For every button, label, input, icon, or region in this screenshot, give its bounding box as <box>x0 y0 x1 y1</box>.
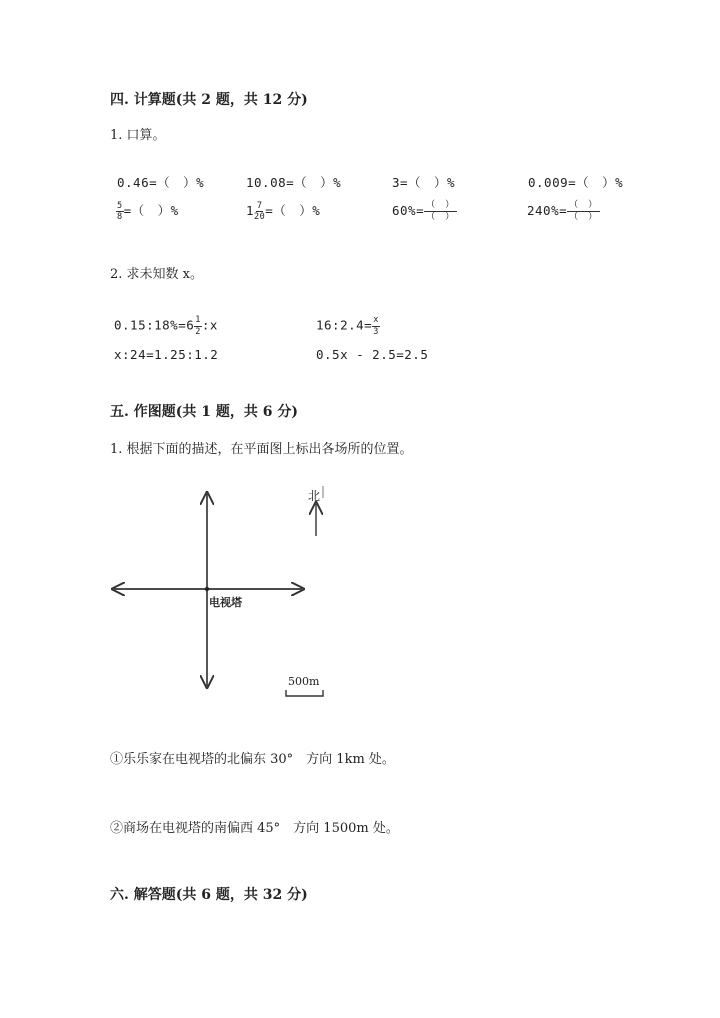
fraction: $\frac{5}{8}$ <box>117 200 123 222</box>
section4-title: 四. 计算题(共 2 题，共 12 分) <box>110 92 308 108</box>
calc-item: $\frac{5}{8}$ =（ ）% <box>117 200 179 222</box>
center-point <box>205 587 209 591</box>
equation: 16:2.4= $\frac{x}{3}$ <box>316 315 379 337</box>
center-label: 电视塔 <box>209 596 242 609</box>
q1-label: 1. 根据下面的描述，在平面图上标出各场所的位置。 <box>110 442 413 457</box>
map-figure <box>100 480 360 710</box>
fraction: $\frac{( )}{( )}$ <box>426 200 455 222</box>
description-item: ②商场在电视塔的南偏西 45° 方向 1500m 处。 <box>110 821 399 836</box>
calc-item: 240%= $\frac{( )}{( )}$ <box>527 200 598 222</box>
scale-bar <box>286 690 323 696</box>
section5-title: 五. 作图题(共 1 题，共 6 分) <box>110 404 298 420</box>
fraction: $\frac{x}{3}$ <box>373 315 379 337</box>
fraction: $\frac{7}{20}$ <box>254 200 266 222</box>
north-label: 北 <box>308 489 321 503</box>
equation: x:24=1.25:1.2 <box>114 347 219 362</box>
fraction: $\frac{1}{2}$ <box>195 315 201 337</box>
equation: 0.15:18%=6 $\frac{1}{2}$ :x <box>114 315 218 337</box>
q1-label: 1. 口算。 <box>110 128 166 143</box>
calc-item: 0.009=（ ）% <box>528 175 624 190</box>
description-item: ①乐乐家在电视塔的北偏东 30° 方向 1km 处。 <box>110 752 395 767</box>
equation: 0.5x - 2.5=2.5 <box>316 347 429 362</box>
calc-item: 3=（ ）% <box>392 175 456 190</box>
calc-item: 60%= $\frac{( )}{( )}$ <box>392 200 455 222</box>
calc-item: 0.46=（ ）% <box>117 175 205 190</box>
q2-label: 2. 求未知数 x。 <box>110 267 203 282</box>
calc-item: 1 $\frac{7}{20}$ =（ ）% <box>246 200 321 222</box>
scale-label: 500m <box>288 675 320 688</box>
fraction: $\frac{( )}{( )}$ <box>569 200 598 222</box>
section6-title: 六. 解答题(共 6 题，共 32 分) <box>110 887 308 903</box>
calc-item: 10.08=（ ）% <box>246 175 342 190</box>
